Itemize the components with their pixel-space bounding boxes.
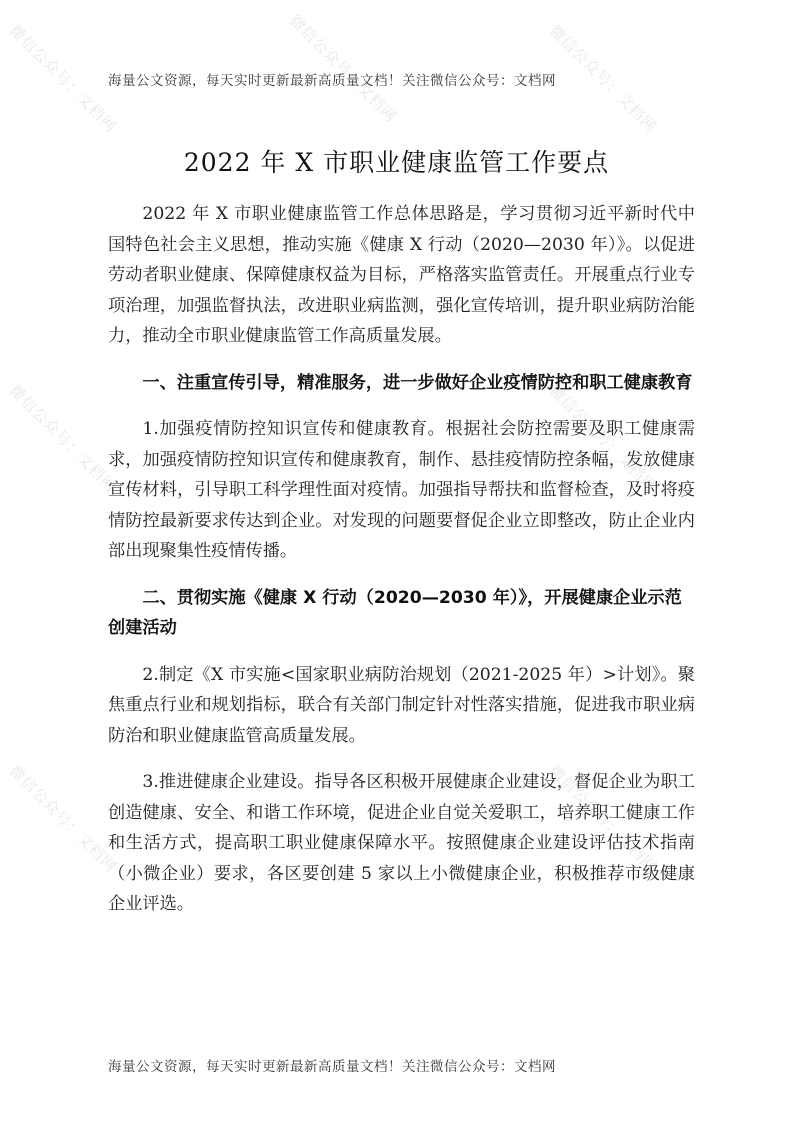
watermark: 微信公众号：文档网: [5, 761, 121, 876]
section-heading-2: 二、贯彻实施《健康 X 行动（2020—2030 年）》，开展健康企业示范创建活动: [108, 587, 682, 638]
paragraph-2: 2.制定《X 市实施<国家职业病防治规划（2021-2025 年）>计划》。聚焦重点行业和规划指标，联合有关部门制定针对性落实措施，促进我市职业病防治和职业健康监管高质量发展。: [108, 664, 695, 746]
document-title: 2022 年 X 市职业健康监管工作要点: [183, 148, 610, 177]
watermark: 微信公众号：文档网: [285, 11, 401, 126]
page-footer: 海量公文资源，每天实时更新最新高质量文档！关注微信公众号：文档网: [108, 1059, 556, 1075]
watermark: 微信公众号：文档网: [545, 761, 661, 876]
watermark: 微信公众号：文档网: [5, 381, 121, 496]
intro-paragraph: 2022 年 X 市职业健康监管工作总体思路是，学习贯彻习近平新时代中国特色社会主义思想，推动实施《健康 X 行动（2020—2030 年）》。以促进劳动者职业健康、保障健康权益为目标，严格落实监管责任。开展重点行业专项治理，加强监督执法，改进职业病监测，强化宣传培训，提升职业病防治能力，推动全市职业健康监管工作高质量发展。: [108, 204, 695, 346]
watermark: 微信公众号：文档网: [545, 381, 661, 496]
watermark: 微信公众号：文档网: [545, 21, 661, 136]
watermark: 微信公众号：文档网: [5, 21, 121, 136]
section-heading-1: 一、注重宣传引导，精准服务，进一步做好企业疫情防控和职工健康教育: [142, 372, 693, 393]
paragraph-3: 3.推进健康企业建设。指导各区积极开展健康企业建设，督促企业为职工创造健康、安全、和谐工作环境，促进企业自觉关爱职工，培养职工健康工作和生活方式，提高职工职业健康保障水平。按照健康企业建设评估技术指南（小微企业）要求，各区要创建 5 家以上小微健康企业，积极推荐市级健康企业评选。: [108, 772, 695, 914]
page-header: 海量公文资源，每天实时更新最新高质量文档！关注微信公众号：文档网: [108, 73, 556, 89]
document-body: [108, 199, 695, 936]
paragraph-1: 1.加强疫情防控知识宣传和健康教育。根据社会防控需要及职工健康需求，加强疫情防控知识宣传和健康教育，制作、悬挂疫情防控条幅，发放健康宣传材料，引导职工科学理性面对疫情。加强指导帮扶和监督检查，及时将疫情防控最新要求传达到企业。对发现的问题要督促企业立即整改，防止企业内部出现聚集性疫情传播。: [108, 419, 695, 561]
